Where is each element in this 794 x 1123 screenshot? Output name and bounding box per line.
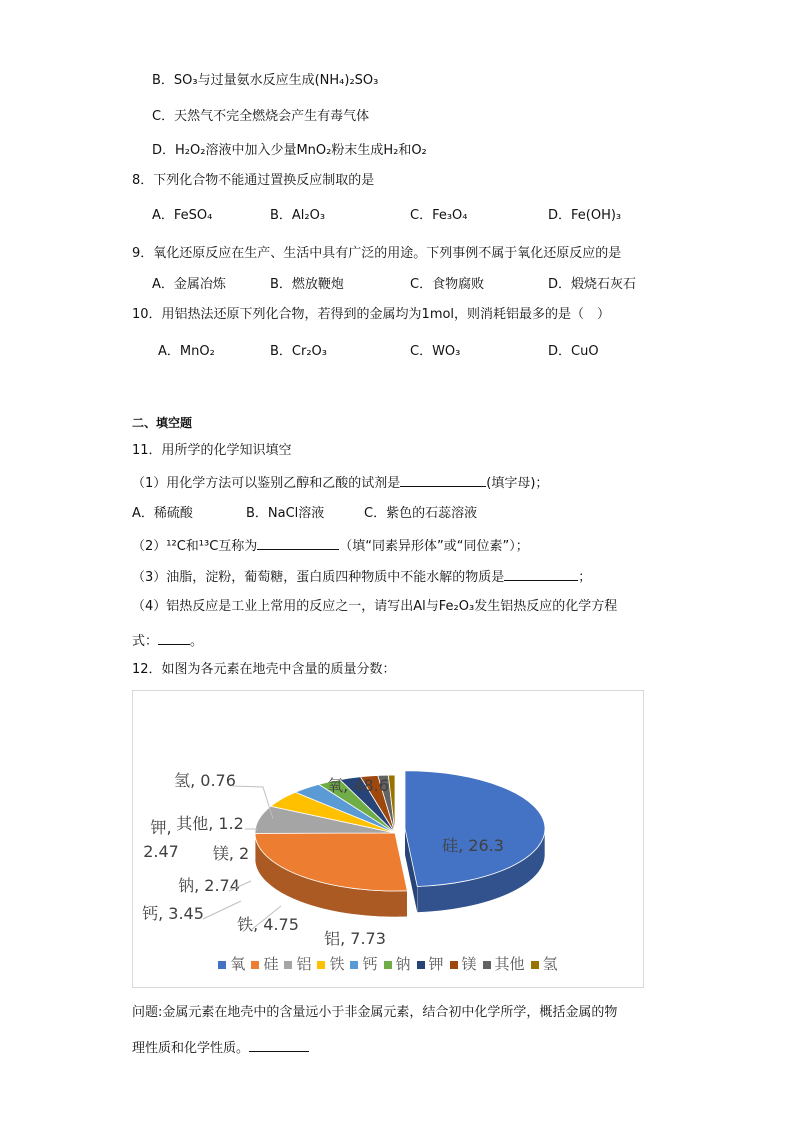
q12-stem: 12．如图为各元素在地壳中含量的质量分数： [132,662,396,677]
leader-line [203,901,241,919]
q10-option-d: D．CuO [548,344,599,359]
legend-item-其他 [483,955,525,973]
legend-label: 铝 [296,955,312,973]
q11-part1-option-a: A．稀硫酸 [132,506,193,521]
q8-stem: 8．下列化合物不能通过置换反应制取的是 [132,173,375,188]
legend-swatch [417,961,425,969]
q11-part4-blank[interactable] [158,630,190,645]
legend-swatch [317,961,325,969]
data-label-硅: 硅, 26.3 [442,836,504,855]
q10-stem: 10．用铝热法还原下列化合物，若得到的金属均为1mol，则消耗铝最多的是（ ） [132,307,611,322]
q11-part4-line2 [132,630,203,651]
legend-item-氧 [218,955,245,973]
data-label-钙: 钙, 3.45 [142,904,204,923]
q7-option-b: B．SO₃与过量氨水反应生成(NH₄)₂SO₃ [152,73,379,88]
q7-option-d: D．H₂O₂溶液中加入少量MnO₂粉末生成H₂和O₂ [152,143,427,158]
q11-stem: 11．用所学的化学知识填空 [132,443,292,458]
data-label-钠: 钠, 2.74 [178,876,240,895]
data-label-其他: 其他, 1.2 [176,814,244,833]
q12-question-line1: 问题:金属元素在地壳中的含量远小于非金属元素，结合初中化学所学，概括金属的物 [132,1005,618,1020]
legend-item-钠 [384,955,411,973]
q11-part3 [132,566,591,587]
legend-item-硅 [251,955,278,973]
legend-item-铁 [317,955,344,973]
q11-part1 [132,472,548,493]
legend-label: 铁 [329,955,345,973]
q11-part1-blank[interactable] [400,472,486,487]
q9-option-d: D．煅烧石灰石 [548,277,637,292]
legend-item-铝 [284,955,311,973]
q8-option-c: C．Fe₃O₄ [410,208,468,223]
legend-item-镁 [450,955,477,973]
pie-chart-svg [133,691,643,953]
legend-label: 镁 [461,955,477,973]
legend-item-钙 [350,955,377,973]
legend-item-钾 [417,955,444,973]
q11-part4-line1: （4）铝热反应是工业上常用的反应之一，请写出Al与Fe₂O₃发生铝热反应的化学方程 [132,599,618,614]
q7-option-c: C．天然气不完全燃烧会产生有毒气体 [152,109,370,124]
q10-option-c: C．WO₃ [410,344,461,359]
data-label-镁: 镁, 2 [212,844,250,863]
q11-part3-tail: ； [578,570,592,585]
q11-part3-text: （3）油脂，淀粉，葡萄糖，蛋白质四种物质中不能水解的物质是 [132,570,505,585]
q12-question-text: 理性质和化学性质。 [132,1041,250,1056]
legend-swatch [284,961,292,969]
legend-label: 其他 [494,955,525,973]
legend-swatch [531,961,539,969]
legend-swatch [450,961,458,969]
q10-option-a: A．MnO₂ [158,344,215,359]
q11-part1-text: （1）用化学方法可以鉴别乙醇和乙酸的试剂是 [132,476,401,491]
chart-legend [133,953,643,974]
legend-label: 硅 [263,955,279,973]
legend-swatch [350,961,358,969]
q11-part2-tail: （填“同素异形体”或“同位素”）； [339,539,529,554]
data-label-铁: 铁, 4.75 [237,915,299,934]
section-title: 二、填空题 [132,416,193,430]
q11-part2 [132,535,529,556]
q11-part2-blank[interactable] [257,535,339,550]
legend-swatch [218,961,226,969]
data-label-氧: 氧, 48.6 [327,776,389,795]
q9-option-b: B．燃放鞭炮 [270,277,344,292]
legend-label: 氢 [542,955,558,973]
legend-label: 钾 [428,955,444,973]
legend-label: 氧 [230,955,246,973]
legend-swatch [483,961,491,969]
q11-part2-text: （2）¹²C和¹³C互称为 [132,539,258,554]
q10-option-b: B．Cr₂O₃ [270,344,327,359]
legend-item-氢 [531,955,558,973]
pie-chart [132,690,644,988]
q11-part4-text: 式： [132,634,159,649]
q9-option-c: C．食物腐败 [410,277,485,292]
q11-part4-tail: 。 [190,634,204,649]
q9-stem: 9．氧化还原反应在生产、生活中具有广泛的用途。下列事例不属于氧化还原反应的是 [132,246,622,261]
q11-part1-option-b: B．NaCl溶液 [246,506,325,521]
legend-swatch [251,961,259,969]
q8-option-b: B．Al₂O₃ [270,208,326,223]
q11-part1-tail: (填字母)； [486,476,549,491]
q12-answer-blank[interactable] [249,1037,309,1052]
q12-question-line2 [132,1037,309,1058]
legend-label: 钙 [362,955,378,973]
legend-swatch [384,961,392,969]
legend-label: 钠 [395,955,411,973]
data-label-氢: 氢, 0.76 [174,771,236,790]
data-label-钾: 钾, 2.47 [143,818,179,861]
q11-part1-option-c: C．紫色的石蕊溶液 [364,506,478,521]
q11-part3-blank[interactable] [504,566,578,581]
q9-option-a: A．金属冶炼 [152,277,226,292]
q8-option-a: A．FeSO₄ [152,208,213,223]
data-label-铝: 铝, 7.73 [324,929,386,948]
q8-option-d: D．Fe(OH)₃ [548,208,622,223]
